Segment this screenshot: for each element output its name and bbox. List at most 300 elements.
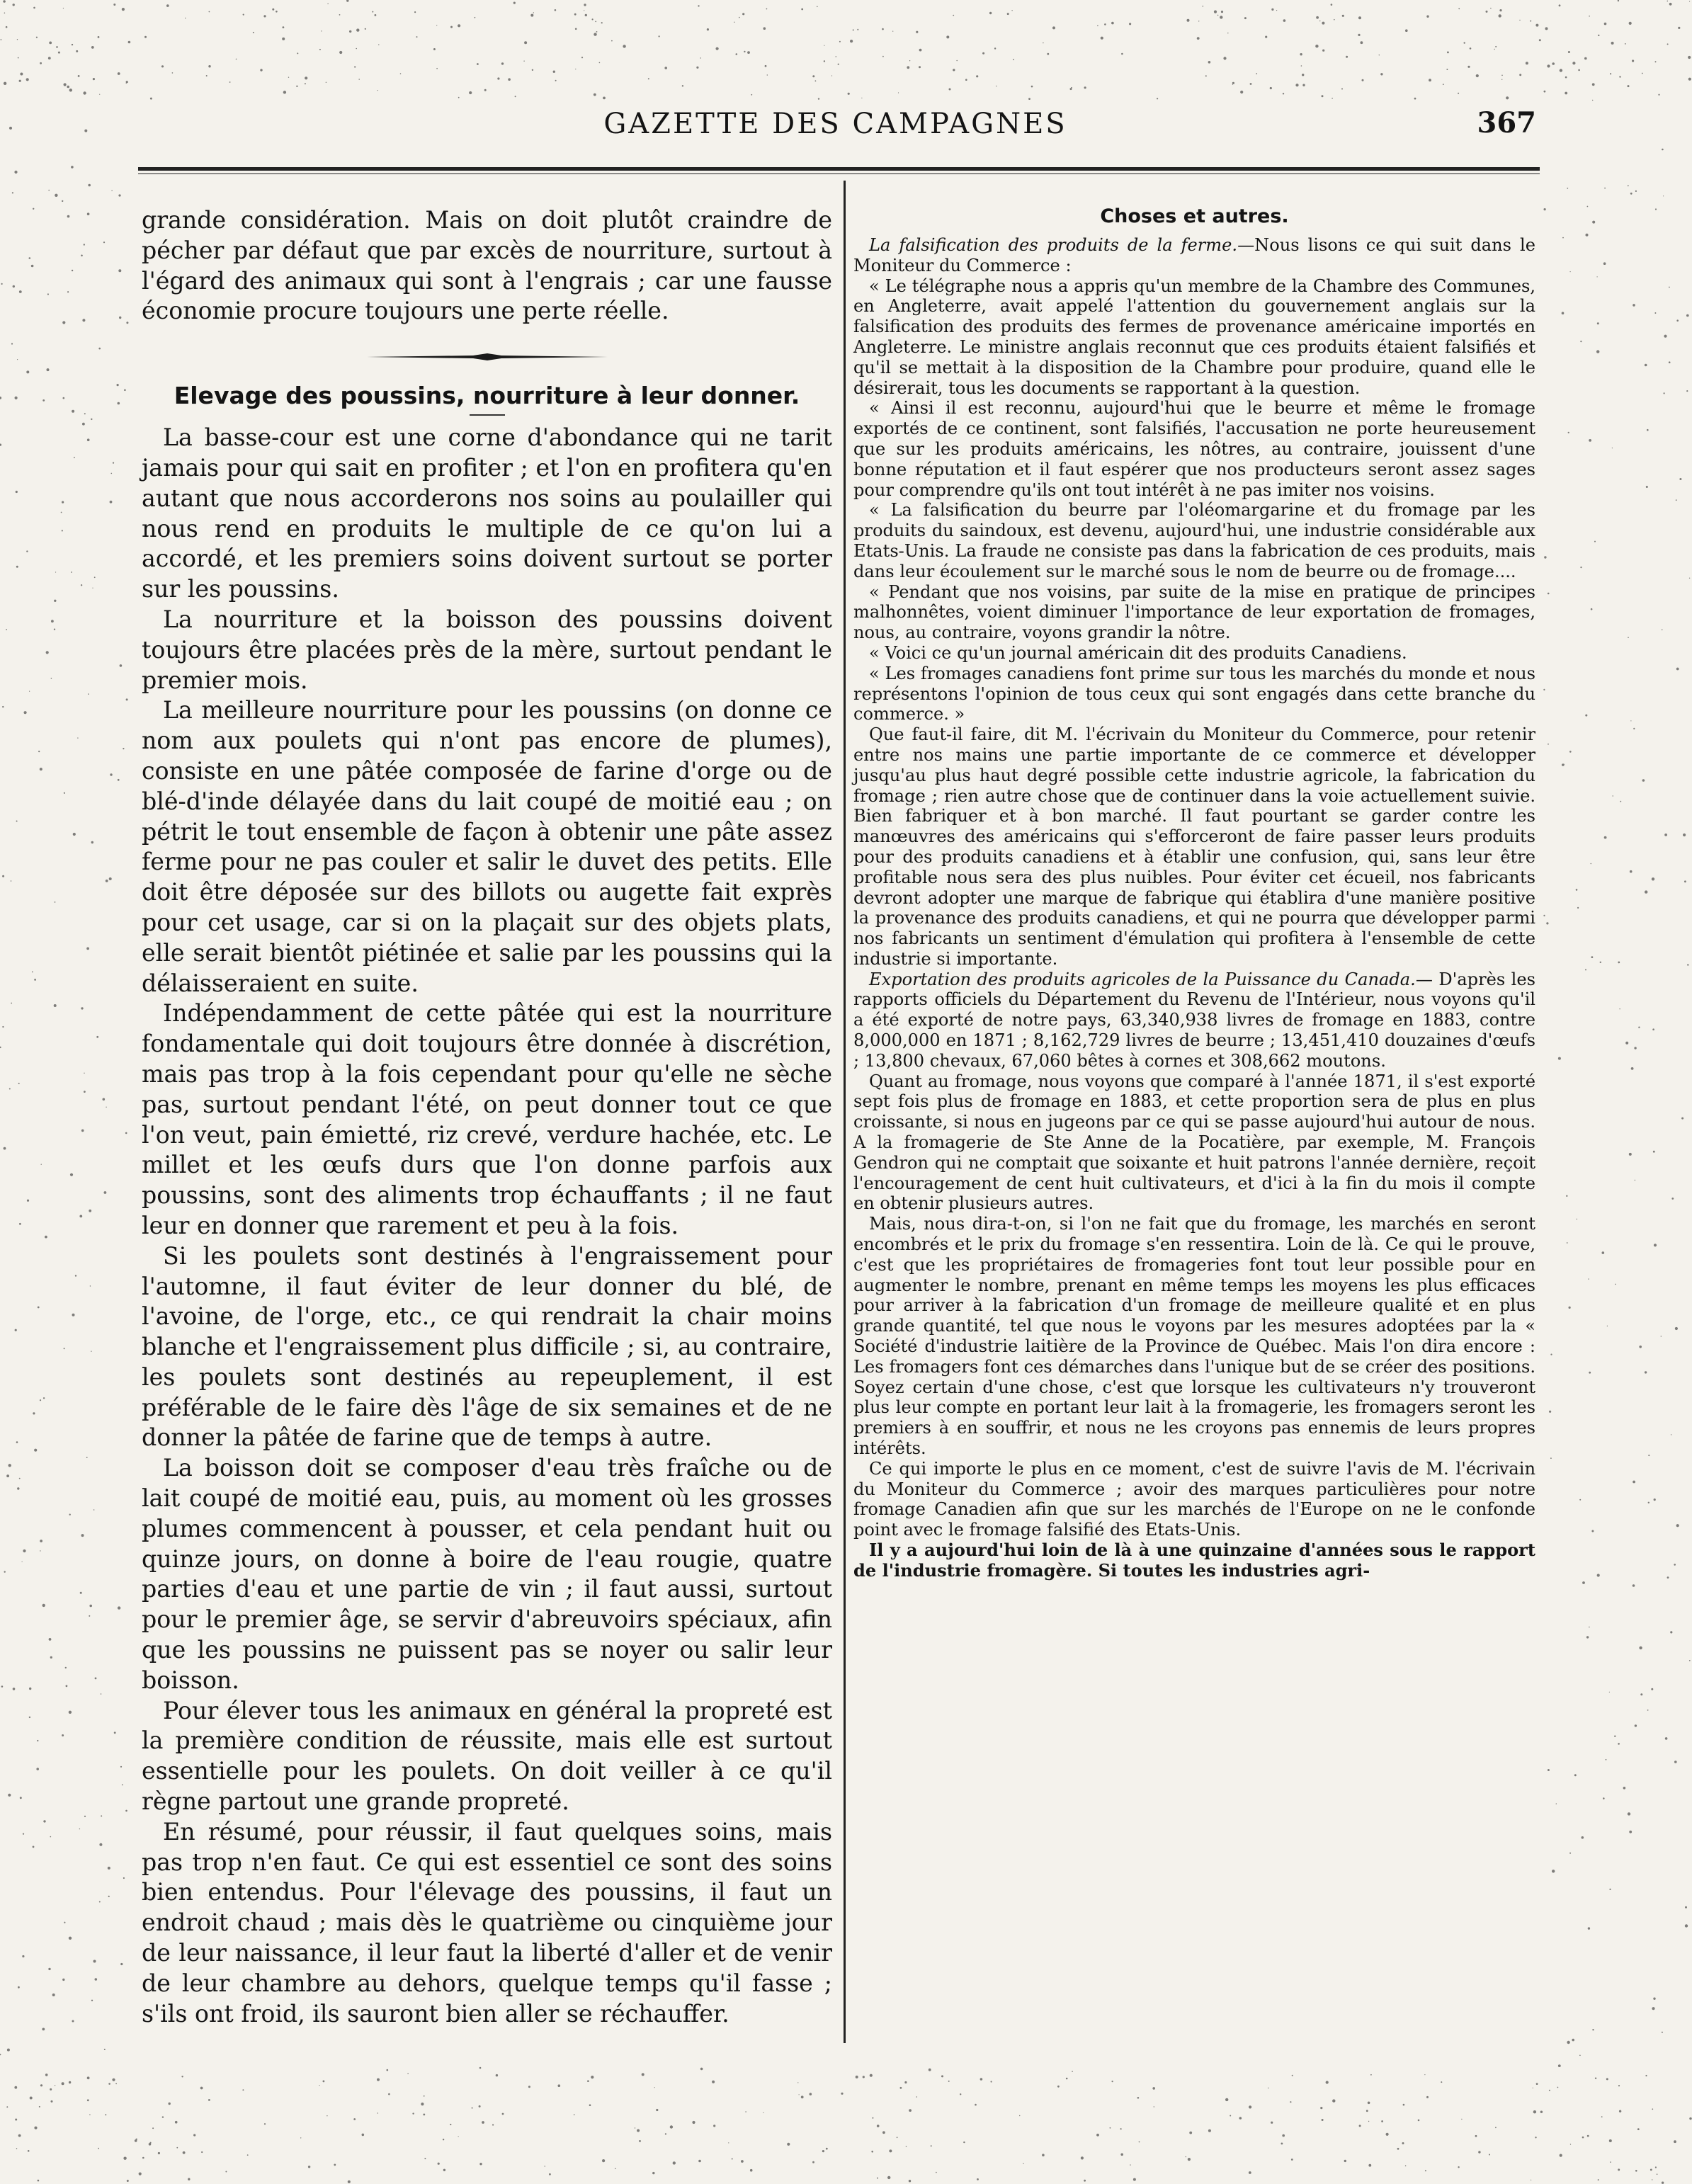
speckle (1221, 11, 1223, 13)
speckle (1189, 2132, 1192, 2134)
speckle (193, 2134, 195, 2136)
speckle (69, 89, 72, 91)
speckle (64, 83, 67, 86)
speckle (1506, 96, 1509, 99)
speckle (1589, 16, 1590, 17)
speckle (1630, 870, 1633, 873)
speckle (0, 1047, 1, 1048)
speckle (1295, 84, 1298, 86)
speckle (1133, 2178, 1136, 2181)
speckle (319, 49, 321, 50)
speckle (1634, 1047, 1636, 1049)
article-paragraph: Mais, nous dira-t-on, si l'on ne fait que du fromage, les marchés en seront encombrés et le prix du fromage s'en ressentira. Loin de là. Ce qui le prouve, c'est que les propriétaires de fromageries font tout leur possible pour en augmenter le nombre, prenant en même temps les moyens les plus efficaces pour arriver à la fabrication d'un fromage de meilleure qualité et en plus grande quantité, tel que nous le voyons par les mesures adoptées par la « Société d'industrie laitière de la Province de Québec. Mais l'on dira encore : Les fromagers font ces démarches dans l'unique but de se créer des positions. Soyez certain d'une chose, c'est que lorsque les cultivateurs n'y trouveront plus leur compte en portant leur lait à la fromagerie, les fromagers seront les premiers à en souffrir, et nous ne les croyons pas ennemis de leurs propres intérêts. (853, 1214, 1535, 1459)
speckle (98, 2148, 99, 2149)
speckle (283, 26, 285, 28)
speckle (98, 36, 100, 38)
speckle (948, 2081, 950, 2082)
speckle (443, 2139, 444, 2140)
speckle (1320, 2107, 1322, 2109)
speckle (1664, 392, 1665, 394)
speckle (1601, 2116, 1603, 2117)
speckle (1645, 1371, 1647, 1373)
speckle (1368, 2164, 1371, 2167)
speckle (871, 2151, 873, 2153)
article-title: Elevage des poussins, nourriture à leur donner. (174, 382, 800, 410)
speckle (1112, 2081, 1113, 2082)
quoted-paragraph: « Les fromages canadiens font prime sur tous les marchés du monde et nous représentons l'opinion de tous ceux qui sont engagés dans cette branche du commerce. » (853, 663, 1535, 724)
speckle (639, 2140, 641, 2142)
speckle (18, 57, 19, 59)
speckle (1591, 608, 1593, 610)
speckle (1676, 319, 1679, 322)
speckle (62, 200, 63, 202)
speckle (603, 97, 606, 100)
speckle (263, 15, 266, 17)
speckle (34, 2127, 37, 2129)
speckle (1591, 1530, 1594, 1532)
speckle (43, 1397, 45, 1399)
speckle (8, 1464, 11, 1467)
speckle (54, 629, 55, 630)
speckle (323, 2081, 325, 2083)
speckle (1557, 2087, 1559, 2088)
speckle (16, 2148, 18, 2149)
speckle (1552, 1870, 1555, 1872)
speckle (118, 1606, 120, 1609)
speckle (698, 2160, 701, 2163)
speckle (1586, 234, 1587, 236)
speckle (1664, 335, 1667, 338)
speckle (149, 2143, 152, 2146)
speckle (585, 14, 587, 16)
speckle (253, 32, 254, 33)
item-lead: — D'après les rapports officiels du Département du Revenu de l'Intérieur, nous voyons qu'il a été exporté de notre pays, 63,340,938 livres de fromage en 1883, contre 8,000,000 en 1871 ; 8,162,729 livres de beurre ; 13,451,410 douzaines d'œufs ; 13,800 chevaux, 67,060 bêtes à cornes et 308,662 moutons. (853, 969, 1535, 1071)
speckle (1664, 834, 1667, 836)
speckle (118, 779, 120, 781)
speckle (1629, 1153, 1632, 1156)
continued-paragraph: grande considération. Mais on doit plutôt craindre de pécher par défaut que par excès de nourriture, surtout à l'égard des animaux qui sont à l'engrais ; car une fausse économie procure toujours une perte réelle. (142, 206, 832, 325)
speckle (120, 1963, 123, 1965)
speckle (62, 1734, 64, 1736)
speckle (1397, 2148, 1399, 2150)
speckle (692, 2121, 695, 2124)
speckle (33, 208, 34, 210)
speckle (815, 80, 817, 81)
speckle (1458, 2166, 1459, 2168)
speckle (339, 14, 341, 16)
speckle (29, 1717, 30, 1718)
speckle (1628, 637, 1629, 638)
speckle (81, 1130, 84, 1132)
speckle (84, 1091, 86, 1093)
speckle (589, 2104, 591, 2106)
speckle (88, 693, 89, 695)
speckle (1271, 2122, 1273, 2124)
speckle (1549, 2090, 1550, 2091)
speckle (637, 2129, 640, 2132)
speckle (1580, 341, 1582, 342)
speckle (877, 2125, 880, 2127)
item-lead-paragraph (853, 235, 1535, 276)
speckle (225, 2171, 227, 2173)
speckle (1685, 1906, 1687, 1909)
speckle (208, 65, 210, 67)
speckle (15, 397, 18, 399)
speckle (1441, 2081, 1442, 2083)
speckle (732, 2159, 733, 2160)
speckle (20, 1797, 22, 1799)
speckle (1578, 69, 1580, 72)
speckle (1569, 1853, 1571, 1854)
speckle (1205, 75, 1207, 76)
speckle (1071, 87, 1072, 89)
speckle (654, 2087, 655, 2088)
speckle (1592, 100, 1593, 101)
speckle (1552, 62, 1555, 65)
speckle (1499, 9, 1501, 11)
speckle (1676, 1524, 1679, 1527)
speckle (818, 98, 819, 99)
speckle (479, 2163, 482, 2165)
speckle (110, 773, 112, 775)
speckle (61, 512, 62, 513)
speckle (1386, 2133, 1389, 2136)
speckle (763, 27, 766, 30)
speckle (125, 1132, 127, 1134)
speckle (1570, 271, 1571, 272)
speckle (741, 2160, 744, 2163)
speckle (14, 2086, 17, 2089)
speckle (88, 184, 91, 187)
speckle (1586, 234, 1589, 237)
speckle (321, 30, 322, 31)
speckle (206, 75, 208, 76)
speckle (33, 7, 35, 9)
quoted-paragraph: « Voici ce qu'un journal américain dit des produits Canadiens. (869, 642, 1407, 663)
item-heading: La falsification des produits de la ferme. (869, 235, 1238, 255)
speckle (136, 2139, 137, 2140)
speckle (1591, 956, 1594, 958)
speckle (110, 501, 113, 504)
speckle (108, 2083, 110, 2085)
speckle (1530, 21, 1531, 22)
speckle (1628, 185, 1629, 186)
speckle (1302, 74, 1304, 76)
article-paragraph: En résumé, pour réussir, il faut quelques soins, mais pas trop n'en faut. Ce qui est essentiel ce sont des soins bien entendus. Pour l'élevage des poussins, il faut un endroit chaud ; mais dès le quatrième ou cinquième jour de leur naissance, il leur faut la liberté d'aller et de venir de leur chambre au dehors, quelque temps qu'il fasse ; s'ils ont froid, ils sauront bien aller se réchauffer. (142, 1817, 832, 2027)
speckle (1604, 836, 1607, 839)
speckle (1597, 322, 1599, 324)
speckle (13, 4, 15, 6)
speckle (575, 28, 577, 30)
speckle (9, 127, 12, 130)
speckle (528, 2086, 530, 2088)
speckle (87, 2076, 90, 2079)
speckle (1546, 922, 1548, 924)
speckle (897, 2137, 898, 2138)
speckle (1283, 93, 1284, 94)
article-paragraph: Que faut-il faire, dit M. l'écrivain du Moniteur du Commerce, pour retenir entre nos mains une partie importante de ce commerce et développer jusqu'au plus haut degré possible cette industrie agricole, la fabrication du fromage ; rien autre chose que de continuer dans la voie actuellement suivie. Bien fabriquer et à bon marché. Il faut pourtant se garder contre les manœuvres des américains qui s'efforceront de faire passer leurs produits pour des produits canadiens et à établir une confusion, qui, sans leur être profitable nous sera des plus nuibles. Pour éviter cet écueil, nos fabricants devront adopter une marque de fabrique qui établira d'une manière positive la provenance des produits canadiens, et qui ne pourra que développer parmi nos fabricants un sentiment d'émulation qui profitera à l'ensemble de cette industrie si importante. (853, 724, 1535, 969)
speckle (595, 21, 596, 23)
speckle (118, 269, 121, 272)
speckle (1635, 1724, 1637, 1727)
speckle (1042, 2154, 1045, 2156)
speckle (1663, 195, 1664, 196)
speckle (1609, 2139, 1612, 2142)
speckle (1638, 1027, 1640, 1028)
speckle (55, 194, 57, 197)
speckle (713, 2125, 715, 2127)
speckle (1281, 2143, 1283, 2145)
speckle (856, 2076, 858, 2078)
speckle (1574, 1774, 1577, 1776)
speckle (18, 1083, 20, 1084)
speckle (34, 979, 36, 981)
speckle (135, 2139, 137, 2142)
speckle (11, 880, 12, 882)
speckle (1104, 23, 1106, 25)
speckle (122, 1784, 123, 1785)
speckle (1256, 73, 1257, 74)
speckle (2, 706, 4, 707)
speckle (1669, 3, 1672, 6)
speckle (797, 2082, 798, 2083)
speckle (104, 2049, 106, 2050)
speckle (326, 82, 327, 83)
speckle (1669, 361, 1671, 363)
speckle (36, 1768, 39, 1770)
column-divider (844, 181, 846, 2043)
speckle (1592, 83, 1595, 86)
speckle (126, 322, 128, 324)
speckle (1461, 2119, 1462, 2120)
speckle (1220, 16, 1222, 18)
speckle (1619, 1008, 1620, 1009)
speckle (1519, 74, 1521, 76)
speckle (1316, 16, 1319, 19)
speckle (812, 2161, 814, 2163)
speckle (87, 438, 90, 441)
speckle (656, 2109, 658, 2111)
speckle (1592, 221, 1595, 224)
speckle (6, 629, 7, 630)
speckle (450, 26, 453, 28)
speckle (40, 1540, 42, 1542)
speckle (1458, 8, 1460, 9)
right-column (853, 205, 1535, 1581)
speckle (1097, 25, 1098, 27)
speckle (1543, 689, 1545, 690)
speckle (42, 2028, 45, 2031)
speckle (1011, 10, 1012, 11)
speckle (1652, 2108, 1653, 2110)
speckle (1558, 1057, 1561, 1060)
speckle (1598, 2179, 1599, 2180)
speckle (209, 11, 210, 13)
speckle (71, 166, 74, 169)
speckle (848, 93, 850, 95)
speckle (175, 2121, 178, 2124)
speckle (1584, 57, 1587, 60)
speckle (839, 41, 841, 42)
speckle (1368, 2102, 1370, 2105)
speckle (799, 2094, 800, 2095)
speckle (1688, 78, 1691, 81)
speckle (300, 2137, 301, 2138)
speckle (124, 389, 126, 392)
speckle (1315, 45, 1318, 47)
speckle (424, 2158, 426, 2159)
speckle (91, 46, 94, 49)
speckle (665, 2133, 666, 2134)
speckle (296, 86, 297, 87)
speckle (119, 317, 121, 319)
speckle (81, 255, 83, 257)
speckle (1157, 98, 1158, 99)
speckle (946, 35, 949, 38)
speckle (889, 2149, 892, 2152)
speckle (1651, 1688, 1653, 1690)
speckle (334, 2164, 336, 2166)
speckle (1110, 2127, 1111, 2129)
speckle (1081, 2156, 1084, 2159)
speckle (1618, 2168, 1620, 2171)
speckle (501, 62, 504, 64)
speckle (524, 41, 527, 44)
speckle (62, 530, 63, 531)
speckle (1647, 1710, 1649, 1711)
speckle (1674, 2140, 1676, 2143)
speckle (120, 664, 123, 667)
speckle (1139, 2142, 1140, 2143)
speckle (739, 17, 740, 18)
speckle (4, 1147, 6, 1150)
speckle (1629, 1831, 1632, 1833)
speckle (0, 444, 1, 446)
speckle (38, 1307, 40, 1309)
speckle (594, 33, 596, 35)
speckle (698, 5, 699, 6)
speckle (20, 73, 23, 76)
speckle (71, 571, 72, 573)
speckle (1631, 1067, 1634, 1070)
speckle (1589, 1627, 1590, 1628)
speckle (1290, 2101, 1291, 2103)
speckle (1568, 432, 1569, 433)
speckle (1585, 969, 1586, 970)
speckle (1276, 10, 1277, 11)
title-rule (470, 414, 505, 416)
speckle (1637, 2128, 1640, 2130)
speckle (1240, 91, 1243, 93)
speckle (1322, 50, 1324, 52)
speckle (378, 44, 379, 45)
speckle (1569, 751, 1572, 753)
speckle (54, 1004, 57, 1007)
speckle (594, 93, 596, 96)
speckle (1526, 62, 1528, 64)
speckle (1657, 2173, 1658, 2175)
speckle (936, 2172, 937, 2173)
speckle (91, 2000, 93, 2001)
speckle (1625, 43, 1626, 45)
speckle (201, 2151, 203, 2153)
speckle (15, 2119, 17, 2121)
speckle (1642, 779, 1645, 782)
speckle (1598, 35, 1599, 36)
running-title: GAZETTE DES CAMPAGNES (603, 108, 1067, 140)
speckle (1467, 66, 1470, 68)
speckle (17, 1487, 19, 1489)
speckle (1540, 2111, 1543, 2113)
speckle (354, 66, 356, 67)
speckle (49, 1638, 52, 1641)
speckle (41, 1164, 42, 1165)
speckle (75, 1275, 76, 1276)
speckle (1632, 59, 1634, 62)
speckle (1558, 2064, 1561, 2067)
speckle (123, 1877, 125, 1879)
speckle (479, 2105, 481, 2108)
speckle (2, 1026, 4, 1028)
speckle (86, 948, 89, 950)
speckle (994, 47, 996, 49)
speckle (1458, 93, 1459, 94)
speckle (3, 0, 6, 3)
quoted-paragraph: « La falsification du beurre par l'oléomargarine et du fromage par les produits du saindoux, est devenu, aujourd'hui, une industrie considérable aux Etats-Unis. La fraude ne consiste pas dans la fabrication de ces produits, mais dans leur écoulement sur le marché sous le nom de beurre ou de fromage.... (853, 500, 1535, 581)
speckle (1628, 85, 1630, 87)
speckle (1346, 56, 1348, 58)
speckle (673, 2161, 676, 2164)
speckle (40, 2084, 42, 2086)
speckle (1670, 1631, 1672, 1633)
speckle (960, 2093, 961, 2095)
speckle (16, 1441, 18, 1443)
speckle (120, 1766, 122, 1768)
speckle (919, 49, 922, 52)
speckle (1120, 2154, 1123, 2156)
speckle (1230, 2115, 1231, 2117)
speckle (1633, 1481, 1635, 1484)
speckle (615, 2168, 616, 2170)
speckle (1562, 312, 1565, 314)
speckle (1652, 2007, 1654, 2010)
speckle (276, 11, 278, 13)
speckle (1358, 16, 1361, 19)
speckle (16, 821, 18, 822)
speckle (436, 68, 438, 69)
speckle (1249, 2171, 1251, 2174)
speckle (1588, 1278, 1589, 1279)
speckle (1585, 715, 1587, 717)
speckle (1342, 15, 1344, 17)
speckle (838, 64, 839, 65)
speckle (1519, 20, 1520, 21)
speckle (1292, 2075, 1293, 2076)
speckle (1674, 1761, 1677, 1763)
speckle (1359, 2125, 1361, 2127)
speckle (1594, 541, 1596, 542)
speckle (1611, 42, 1614, 45)
speckle (126, 83, 127, 84)
speckle (887, 2176, 890, 2179)
speckle (12, 192, 13, 193)
speckle (123, 2157, 126, 2160)
speckle (69, 1711, 72, 1714)
speckle (1591, 863, 1592, 865)
speckle (112, 2078, 115, 2081)
speckle (349, 30, 351, 33)
speckle (900, 2087, 902, 2089)
